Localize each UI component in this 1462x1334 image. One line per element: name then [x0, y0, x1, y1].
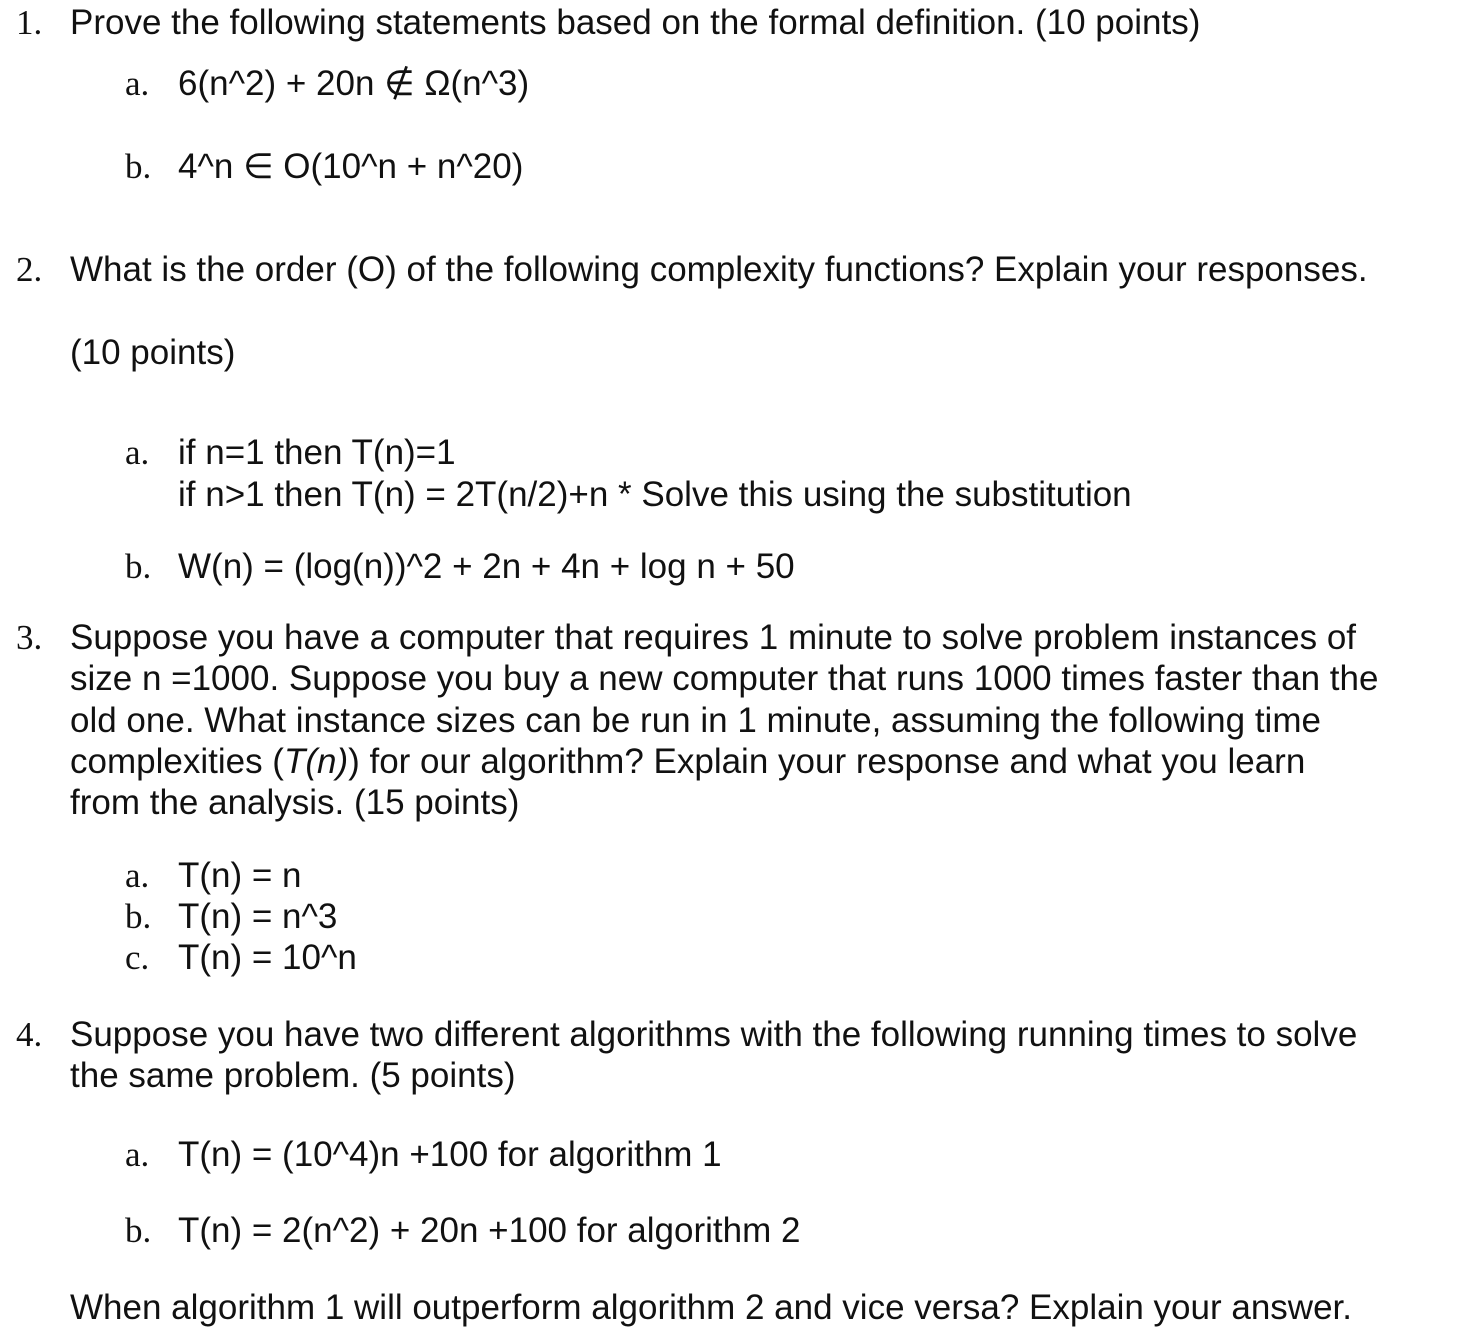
part-text-line1: if n=1 then T(n)=1 — [178, 433, 456, 472]
italic-term: T(n) — [283, 742, 349, 781]
part-text-line2: if n>1 then T(n) = 2T(n/2)+n * Solve this using the substitution — [178, 475, 1132, 514]
part-label: c. — [125, 938, 150, 977]
question-number: 2. — [16, 250, 43, 289]
part-text: 6(n^2) + 20n ∉ Ω(n^3) — [178, 64, 530, 103]
question-number: 4. — [16, 1015, 43, 1054]
question-text-line: old one. What instance sizes can be run in 1 minute, assuming the following time — [70, 701, 1321, 740]
question-points: (10 points) — [70, 333, 236, 372]
part-label: a. — [125, 856, 150, 895]
part-text: T(n) = 2(n^2) + 20n +100 for algorithm 2 — [178, 1211, 801, 1250]
part-label: a. — [125, 64, 150, 103]
part-label: b. — [125, 897, 152, 936]
question-text: Prove the following statements based on the formal definition. (10 points) — [70, 3, 1201, 42]
part-text: T(n) = n^3 — [178, 897, 338, 936]
part-label: b. — [125, 147, 152, 186]
part-text: T(n) = n — [178, 856, 302, 895]
part-label: b. — [125, 1211, 152, 1250]
part-label: a. — [125, 433, 150, 472]
question-text-line: Suppose you have two different algorithms with the following running times to solve — [70, 1015, 1358, 1054]
part-text: T(n) = (10^4)n +100 for algorithm 1 — [178, 1135, 722, 1174]
question-text-line: size n =1000. Suppose you buy a new computer that runs 1000 times faster than the — [70, 659, 1379, 698]
text-segment: complexities ( — [70, 742, 284, 781]
part-text: T(n) = 10^n — [178, 938, 357, 977]
question-number: 1. — [16, 3, 43, 42]
question-text-line: Suppose you have a computer that requires 1 minute to solve problem instances of — [70, 618, 1357, 657]
closing-question: When algorithm 1 will outperform algorithm 2 and vice versa? Explain your answer. — [70, 1288, 1352, 1327]
text-segment: ) for our algorithm? Explain your response and what you learn — [348, 742, 1306, 781]
part-text: 4^n ∈ O(10^n + n^20) — [178, 147, 524, 186]
question-text-line: from the analysis. (15 points) — [70, 783, 520, 822]
question-number: 3. — [16, 618, 43, 657]
question-text-line — [70, 741, 1305, 782]
question-text: What is the order (O) of the following complexity functions? Explain your responses. — [70, 250, 1368, 289]
question-text-line: the same problem. (5 points) — [70, 1056, 516, 1095]
part-label: b. — [125, 547, 152, 586]
part-text: W(n) = (log(n))^2 + 2n + 4n + log n + 50 — [178, 547, 795, 586]
part-label: a. — [125, 1135, 150, 1174]
